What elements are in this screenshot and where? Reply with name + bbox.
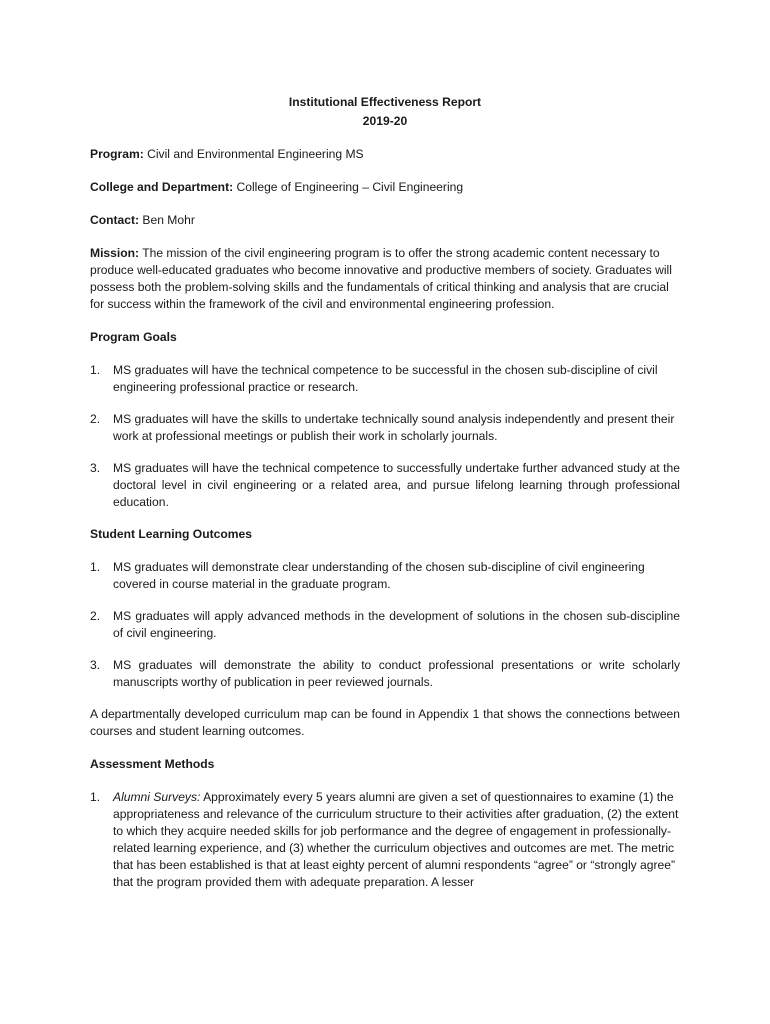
college-field — [90, 179, 680, 196]
list-item-number: 2. — [90, 412, 101, 426]
list-item — [90, 789, 680, 891]
contact-value: Ben Mohr — [142, 213, 195, 227]
list-item-number: 3. — [90, 461, 101, 475]
list-item-number: 1. — [90, 560, 101, 574]
list-item-number: 1. — [90, 363, 101, 377]
list-item-text: MS graduates will demonstrate clear understanding of the chosen sub-discipline of civil engineering covered in course material in the graduate program. — [113, 560, 645, 591]
program-value: Civil and Environmental Engineering MS — [147, 147, 364, 161]
learning-outcomes-heading: Student Learning Outcomes — [90, 527, 252, 541]
list-item-text: MS graduates will have the technical competence to successfully undertake further advanced study at the doctoral level in civil engineering or a related area, and pursue lifelong learning through professional education. — [113, 461, 680, 509]
list-item-number: 1. — [90, 790, 101, 804]
list-item-text: MS graduates will have the skills to undertake technically sound analysis independently and present their work at professional meetings or publish their work in scholarly journals. — [113, 412, 675, 443]
list-item-text: MS graduates will apply advanced methods in the development of solutions in the chosen sub-discipline of civil engineering. — [113, 609, 680, 640]
list-item-number: 3. — [90, 658, 101, 672]
alumni-surveys-text: Approximately every 5 years alumni are given a set of questionnaires to examine (1) the appropriateness and relevance of the curriculum structure to their activities after graduation, (2) the extent to which they acquire needed skills for job performance and the degree of engagement in professionally-related learning experience, and (3) whether the curriculum objectives and outcomes are met. The metric that has been established is that at least eighty percent of alumni respondents “agree” or “strongly agree” that the program provided them with adequate preparation. A lesser — [113, 790, 679, 889]
college-value: College of Engineering – Civil Engineering — [236, 180, 464, 194]
list-item-text: MS graduates will have the technical competence to be successful in the chosen sub-discipline of civil engineering professional practice or research. — [113, 363, 658, 394]
list-item-text: MS graduates will demonstrate the ability to conduct professional presentations or write scholarly manuscripts worthy of publication in peer reviewed journals. — [113, 658, 680, 689]
alumni-surveys-label: Alumni Surveys: — [113, 790, 201, 804]
program-label: Program: — [90, 147, 144, 161]
program-field — [90, 146, 680, 163]
list-item — [90, 608, 680, 642]
contact-field — [90, 212, 680, 229]
program-goals-list — [90, 362, 680, 511]
college-label: College and Department: — [90, 180, 234, 194]
contact-label: Contact: — [90, 213, 140, 227]
mission-label: Mission: — [90, 246, 140, 260]
learning-outcomes-list — [90, 559, 680, 691]
list-item — [90, 657, 680, 691]
report-title: Institutional Effectiveness Report — [288, 95, 482, 109]
assessment-methods-heading: Assessment Methods — [90, 757, 215, 771]
list-item — [90, 362, 680, 396]
assessment-methods-list — [90, 789, 680, 891]
list-item — [90, 559, 680, 593]
list-item — [90, 460, 680, 511]
list-item-number: 2. — [90, 609, 101, 623]
report-year: 2019-20 — [362, 114, 408, 128]
mission-statement — [90, 245, 680, 313]
program-goals-heading: Program Goals — [90, 330, 177, 344]
mission-text: The mission of the civil engineering program is to offer the strong academic content necessary to produce well-educated graduates who become innovative and productive members of society. Graduates will possess both the problem-solving skills and the fundamentals of critical thinking and analysis that are crucial for success within the framework of the civil and environmental engineering profession. — [90, 246, 672, 311]
list-item-text — [113, 790, 678, 889]
curriculum-map-note: A departmentally developed curriculum map can be found in Appendix 1 that shows the connections between courses and student learning outcomes. — [90, 707, 680, 738]
list-item — [90, 411, 680, 445]
